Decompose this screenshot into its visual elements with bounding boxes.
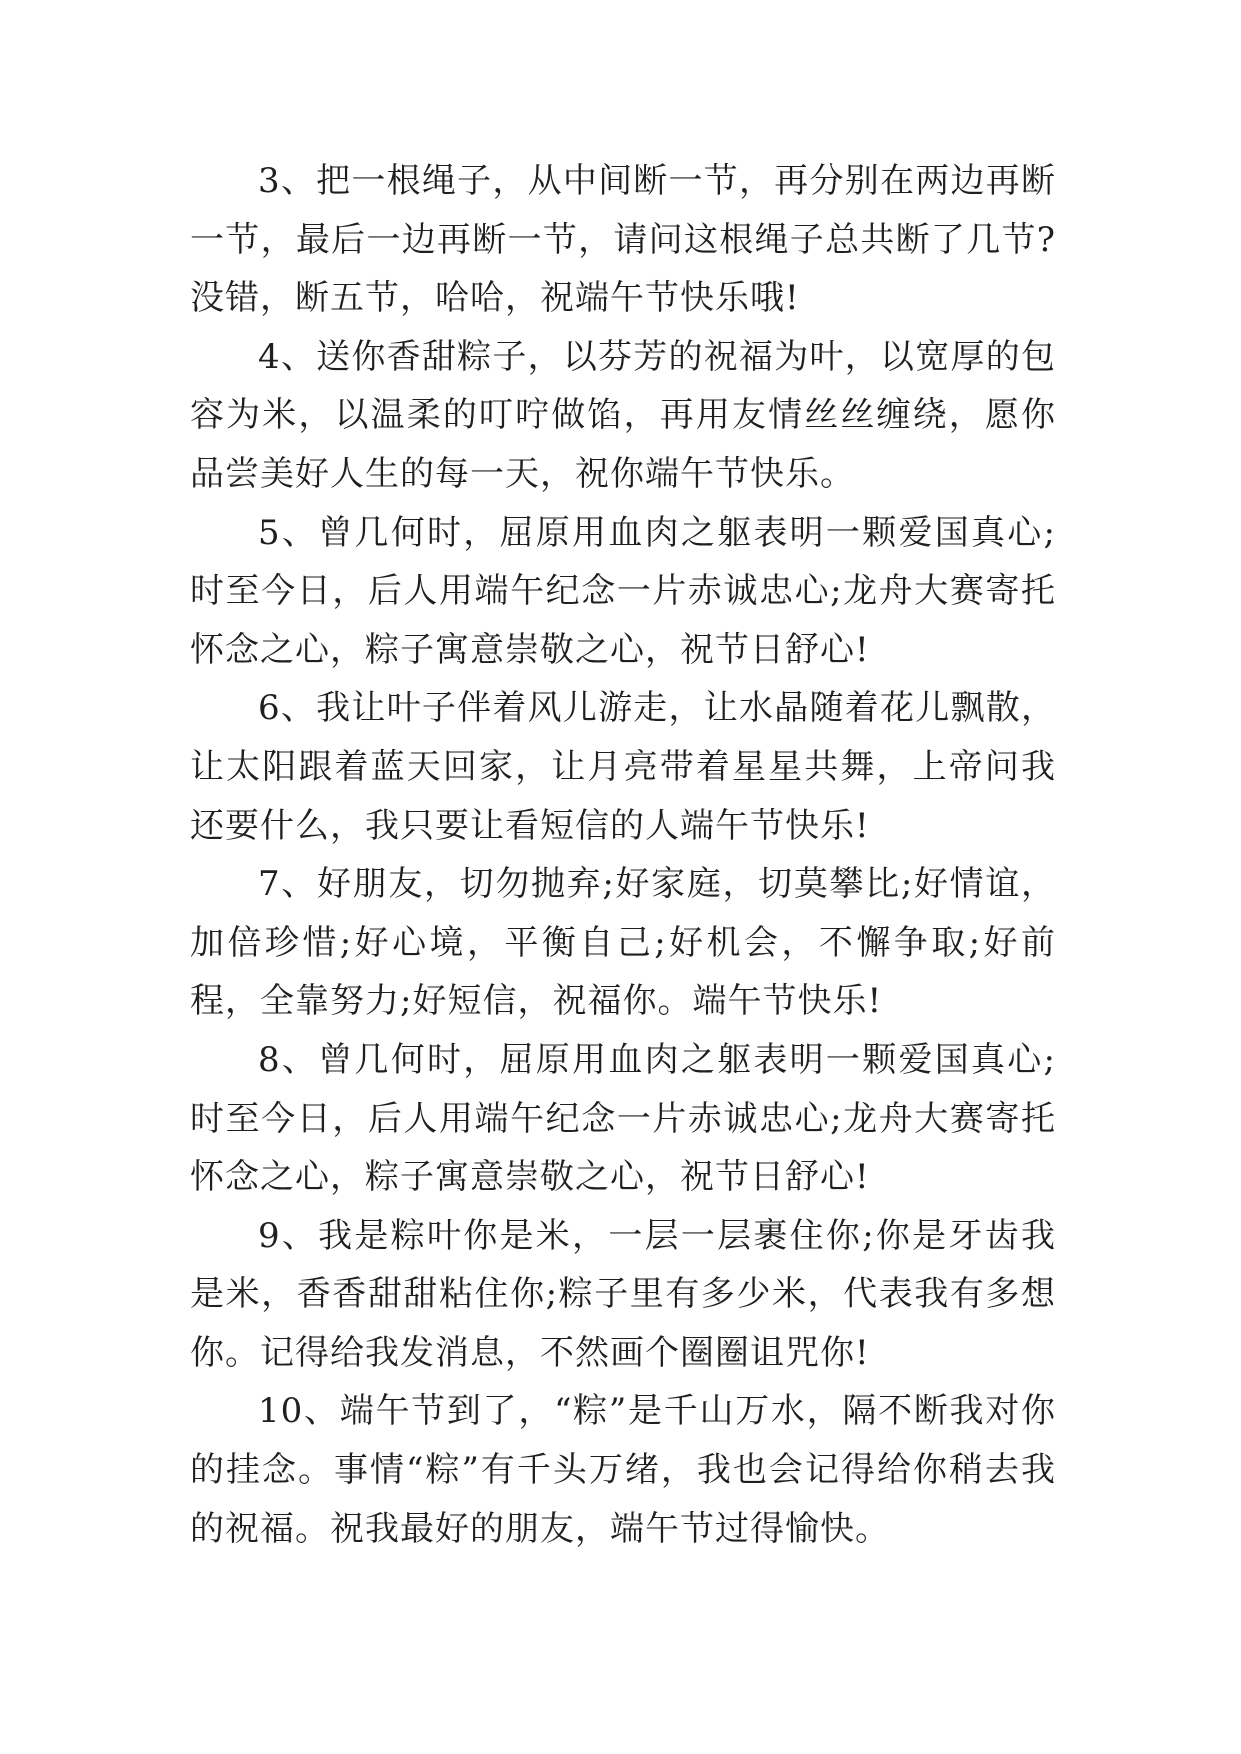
document-body: [190, 152, 1056, 1558]
paragraph-9: 9、我是粽叶你是米，一层一层裹住你;你是牙齿我是米，香香甜甜粘住你;粽子里有多少米，代表我有多想你。记得给我发消息，不然画个圈圈诅咒你!: [190, 1215, 1056, 1373]
paragraph-7: 7、好朋友，切勿抛弃;好家庭，切莫攀比;好情谊，加倍珍惜;好心境，平衡自己;好机会，不懈争取;好前程，全靠努力;好短信，祝福你。端午节快乐!: [190, 864, 1056, 1022]
paragraph-10: 10、端午节到了，“粽”是千山万水，隔不断我对你的挂念。事情“粽”有千头万绪，我也会记得给你稍去我的祝福。祝我最好的朋友，端午节过得愉快。: [190, 1391, 1056, 1549]
paragraph-8: 8、曾几何时，屈原用血肉之躯表明一颗爱国真心;时至今日，后人用端午纪念一片赤诚忠心;龙舟大赛寄托怀念之心，粽子寓意崇敬之心，祝节日舒心!: [190, 1039, 1056, 1198]
paragraph-3: 3、把一根绳子，从中间断一节，再分别在两边再断一节，最后一边再断一节，请问这根绳子总共断了几节?没错，断五节，哈哈，祝端午节快乐哦!: [190, 161, 1056, 319]
paragraph-6: 6、我让叶子伴着风儿游走，让水晶随着花儿飘散，让太阳跟着蓝天回家，让月亮带着星星共舞，上帝问我还要什么，我只要让看短信的人端午节快乐!: [190, 688, 1056, 846]
paragraph-4: 4、送你香甜粽子，以芬芳的祝福为叶，以宽厚的包容为米，以温柔的叮咛做馅，再用友情丝丝缠绕，愿你品尝美好人生的每一天，祝你端午节快乐。: [190, 336, 1056, 494]
paragraph-5: 5、曾几何时，屈原用血肉之躯表明一颗爱国真心;时至今日，后人用端午纪念一片赤诚忠心;龙舟大赛寄托怀念之心，粽子寓意崇敬之心，祝节日舒心!: [190, 512, 1056, 670]
